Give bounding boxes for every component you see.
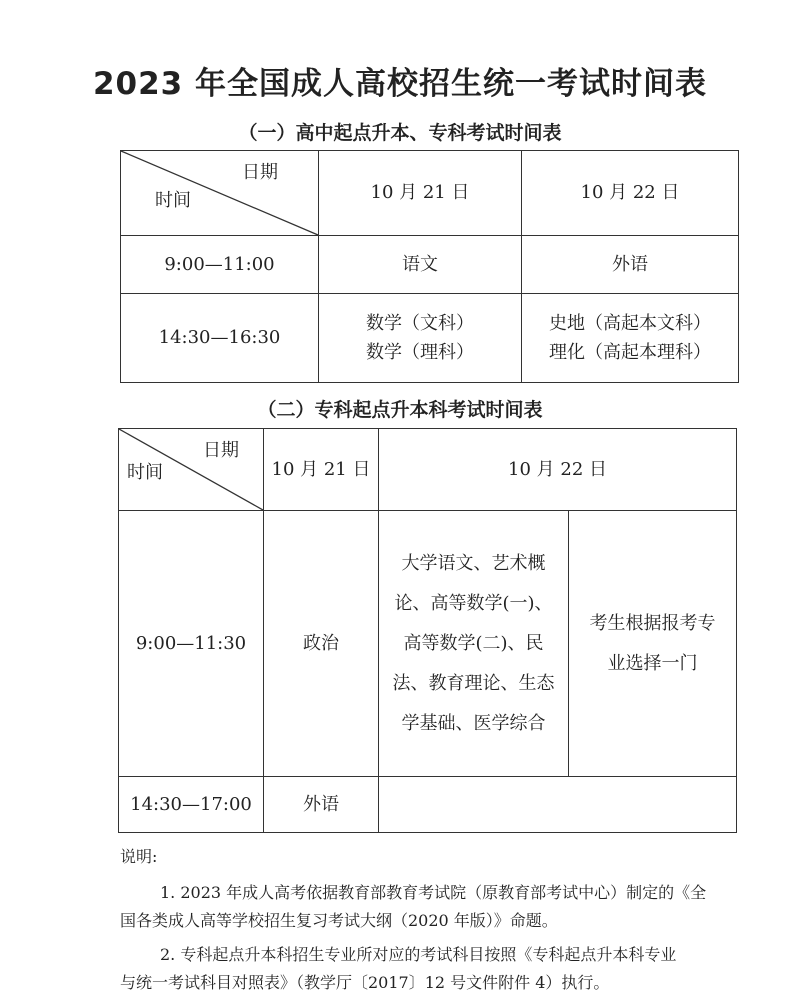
table2-time-cell: 14:30—17:00 (119, 777, 264, 833)
corner-time-label: 时间 (127, 462, 163, 483)
corner-time-label: 时间 (155, 190, 191, 211)
corner-date-label: 日期 (203, 440, 239, 461)
table2-subject-cell: 政治 (264, 511, 379, 777)
subject-line: 大学语文、艺术概 (401, 552, 546, 574)
subject-line: 学基础、医学综合 (401, 712, 546, 734)
table1-subject-cell: 外语 (522, 236, 739, 294)
schedule-table-associate-to-bachelor (118, 428, 737, 833)
table2-date-col1: 10 月 21 日 (264, 429, 379, 511)
note-item-2-line1: 2. 专科起点升本科招生专业所对应的考试科目按照《专科起点升本科专业 (160, 945, 677, 964)
table1-corner-header (121, 151, 319, 236)
table1-subject-cell (319, 294, 522, 383)
note-item-1-line2: 国各类成人高等学校招生复习考试大纲（2020 年版）》命题。 (120, 911, 558, 930)
subject-line: 数学（文科） (366, 312, 474, 334)
notes-section (120, 843, 740, 997)
table1-date-col2: 10 月 22 日 (522, 151, 739, 236)
notes-heading: 说明: (120, 847, 158, 866)
subject-line: 高等数学(二)、民 (403, 632, 544, 654)
subject-line: 法、教育理论、生态 (392, 672, 555, 694)
note-item-1-line1: 1. 2023 年成人高考依据教育部教育考试院（原教育部考试中心）制定的《全 (160, 883, 707, 902)
table2-corner-header (119, 429, 264, 511)
note-line: 考生根据报考专 (589, 612, 716, 634)
subject-line: 史地（高起本文科） (549, 312, 711, 334)
table2-elective-note (569, 511, 737, 777)
corner-date-label: 日期 (242, 162, 278, 183)
diagonal-divider (121, 151, 318, 235)
schedule-table-high-school (120, 150, 739, 383)
table1-time-cell: 9:00—11:00 (121, 236, 319, 294)
section2-heading: （二）专科起点升本科考试时间表 (257, 399, 543, 421)
table2-date-col2: 10 月 22 日 (379, 429, 737, 511)
subject-line: 数学（理科） (366, 342, 474, 363)
table1-subject-cell: 语文 (319, 236, 522, 294)
note-item-2-line2: 与统一考试科目对照表》（教学厅〔2017〕12 号文件附件 4）执行。 (120, 973, 610, 992)
page-title: 2023 年全国成人高校招生统一考试时间表 (92, 66, 708, 102)
table2-elective-subjects (379, 511, 569, 777)
section1-heading: （一）高中起点升本、专科考试时间表 (238, 122, 562, 144)
subject-line: 理化（高起本理科） (549, 342, 711, 363)
table1-subject-cell (522, 294, 739, 383)
subject-line: 论、高等数学(一)、 (394, 592, 553, 614)
note-line: 业选择一门 (607, 652, 698, 674)
table1-time-cell: 14:30—16:30 (121, 294, 319, 383)
table2-time-cell: 9:00—11:30 (119, 511, 264, 777)
table2-subject-cell: 外语 (264, 777, 379, 833)
table2-empty-cell (379, 777, 737, 833)
table1-date-col1: 10 月 21 日 (319, 151, 522, 236)
